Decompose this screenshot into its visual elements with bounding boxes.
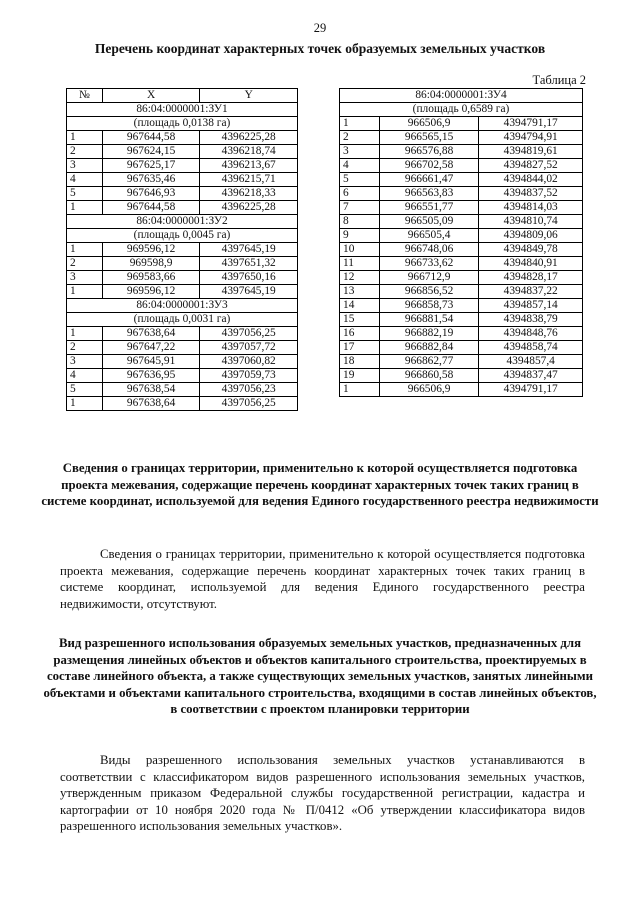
point-number: 5 [67,187,103,201]
parcel-code-row [340,89,583,103]
parcel-code: 86:04:0000001:ЗУ3 [67,299,298,313]
table-row [340,383,583,397]
coord-y: 4397650,16 [200,271,298,285]
coord-y: 4394857,4 [479,355,583,369]
table-row [340,355,583,369]
table-row [67,355,298,369]
coord-x: 966748,06 [379,243,479,257]
point-number: 3 [67,159,103,173]
parcel-area: (площадь 0,0045 га) [67,229,298,243]
point-number: 19 [340,369,380,383]
coord-y: 4394858,74 [479,341,583,355]
point-number: 4 [67,369,103,383]
coord-y: 4394814,03 [479,201,583,215]
coord-y: 4396225,28 [200,131,298,145]
point-number: 7 [340,201,380,215]
coord-y: 4394819,61 [479,145,583,159]
coord-y: 4397056,23 [200,383,298,397]
coord-y: 4397056,25 [200,327,298,341]
coordinates-table-left [66,88,298,411]
coord-x: 966563,83 [379,187,479,201]
coord-x: 967625,17 [102,159,200,173]
header-num: № [67,89,103,103]
point-number: 10 [340,243,380,257]
point-number: 9 [340,229,380,243]
coord-y: 4396218,33 [200,187,298,201]
parcel-code-row [67,299,298,313]
table-row [340,173,583,187]
coord-y: 4394791,17 [479,383,583,397]
parcel-area-row [340,103,583,117]
coord-y: 4394837,22 [479,285,583,299]
table-row [340,159,583,173]
point-number: 17 [340,341,380,355]
coord-x: 967638,64 [102,327,200,341]
section1-heading: Сведения о границах территории, применительно к которой осуществляется подготовка проекта межевания, содержащие перечень координат характерных точек таких границ в системе координат, используемой для ведения Единого государственного реестра недвижимости [41,461,599,508]
coordinates-table-right [339,88,583,397]
parcel-code: 86:04:0000001:ЗУ4 [340,89,583,103]
table-row [340,257,583,271]
coord-y: 4394849,78 [479,243,583,257]
coord-x: 966576,88 [379,145,479,159]
table-label: Таблица 2 [532,73,586,87]
point-number: 1 [340,383,380,397]
coord-x: 969583,66 [102,271,200,285]
point-number: 1 [67,327,103,341]
coord-x: 966506,9 [379,117,479,131]
section1-paragraph [60,546,585,612]
coord-y: 4394857,14 [479,299,583,313]
table-row [340,369,583,383]
table-row [67,257,298,271]
table-row [340,187,583,201]
table-row [67,271,298,285]
parcel-code: 86:04:0000001:ЗУ2 [67,215,298,229]
parcel-code: 86:04:0000001:ЗУ1 [67,103,298,117]
section2-heading: Вид разрешенного использования образуемых земельных участков, предназначенных для размещения линейных объектов и объектов капитального строительства, проектируемых в составе линейного объекта, а также существующих земельных участков, занятых линейными объектами и объектами капитального строительства, входящими в состав линейных объектов, в соответствии с проектом планировки территории [43,636,597,716]
table-row [340,243,583,257]
parcel-code-row [67,215,298,229]
point-number: 8 [340,215,380,229]
parcel-area: (площадь 0,6589 га) [340,103,583,117]
point-number: 1 [67,201,103,215]
section2-text: Виды разрешенного использования земельных участков устанавливаются в соответствии с классификатором видов разрешенного использования земельных участков, утвержденным приказом Федеральной службы государственной регистрации, кадастра и картографии от 10 ноября 2020 года № П/0412 «Об утверждении классификатора видов разрешенного использования земельных участков». [60,753,585,833]
coord-x: 966505,09 [379,215,479,229]
table-row [340,271,583,285]
table-row [67,369,298,383]
coord-y: 4397060,82 [200,355,298,369]
table-row [67,131,298,145]
coord-y: 4397645,19 [200,243,298,257]
parcel-area: (площадь 0,0031 га) [67,313,298,327]
coord-x: 966661,47 [379,173,479,187]
header-x: X [102,89,200,103]
coord-x: 967624,15 [102,145,200,159]
point-number: 2 [340,131,380,145]
coord-y: 4394837,52 [479,187,583,201]
point-number: 1 [67,397,103,411]
point-number: 16 [340,327,380,341]
coord-y: 4394844,02 [479,173,583,187]
coord-x: 966862,77 [379,355,479,369]
page-number: 29 [313,21,327,35]
point-number: 2 [67,257,103,271]
table-row [67,341,298,355]
coord-x: 967644,58 [102,201,200,215]
coord-x: 966712,9 [379,271,479,285]
table-row [67,145,298,159]
coord-x: 967647,22 [102,341,200,355]
coord-x: 966858,73 [379,299,479,313]
coord-x: 967635,46 [102,173,200,187]
coord-x: 966565,15 [379,131,479,145]
point-number: 2 [67,341,103,355]
coord-x: 967644,58 [102,131,200,145]
coord-y: 4394794,91 [479,131,583,145]
coord-x: 966882,19 [379,327,479,341]
coord-y: 4394791,17 [479,117,583,131]
table-row [340,215,583,229]
coord-x: 966860,58 [379,369,479,383]
point-number: 1 [67,285,103,299]
table-row [67,187,298,201]
table-row [340,313,583,327]
table-row [67,327,298,341]
table-row [340,285,583,299]
point-number: 3 [67,355,103,369]
point-number: 5 [67,383,103,397]
table-row [67,397,298,411]
parcel-area-row [67,229,298,243]
point-number: 5 [340,173,380,187]
table-row [67,285,298,299]
parcel-area-row [67,117,298,131]
coord-x: 966882,84 [379,341,479,355]
coord-y: 4394840,91 [479,257,583,271]
table-row [340,229,583,243]
point-number: 13 [340,285,380,299]
coord-x: 967638,54 [102,383,200,397]
point-number: 1 [67,131,103,145]
point-number: 4 [67,173,103,187]
table-row [340,117,583,131]
coord-y: 4396215,71 [200,173,298,187]
point-number: 3 [340,145,380,159]
coord-y: 4397057,72 [200,341,298,355]
point-number: 1 [67,243,103,257]
coord-x: 967645,91 [102,355,200,369]
coord-y: 4394837,47 [479,369,583,383]
coord-y: 4394838,79 [479,313,583,327]
coord-x: 969596,12 [102,285,200,299]
coord-y: 4397059,73 [200,369,298,383]
parcel-code-row [67,103,298,117]
coord-y: 4397651,32 [200,257,298,271]
point-number: 11 [340,257,380,271]
table-row [67,201,298,215]
coord-x: 967646,93 [102,187,200,201]
coord-x: 966881,54 [379,313,479,327]
table-row [340,201,583,215]
coord-y: 4397056,25 [200,397,298,411]
table-row [340,131,583,145]
coord-x: 966702,58 [379,159,479,173]
header-y: Y [200,89,298,103]
coord-x: 966856,52 [379,285,479,299]
coord-y: 4394809,06 [479,229,583,243]
point-number: 15 [340,313,380,327]
table-row [67,159,298,173]
table-row [67,383,298,397]
coord-x: 966733,62 [379,257,479,271]
point-number: 6 [340,187,380,201]
point-number: 4 [340,159,380,173]
parcel-area-row [67,313,298,327]
coord-x: 967636,95 [102,369,200,383]
point-number: 2 [67,145,103,159]
coord-x: 966505,4 [379,229,479,243]
table-row [340,327,583,341]
coord-y: 4397645,19 [200,285,298,299]
coord-x: 969596,12 [102,243,200,257]
parcel-area: (площадь 0,0138 га) [67,117,298,131]
coord-x: 966551,77 [379,201,479,215]
coord-y: 4396218,74 [200,145,298,159]
coord-x: 966506,9 [379,383,479,397]
page-title: Перечень координат характерных точек образуемых земельных участков [94,41,546,56]
table-row [340,299,583,313]
coord-y: 4394828,17 [479,271,583,285]
table-row [67,243,298,257]
point-number: 3 [67,271,103,285]
table-row [67,173,298,187]
table-header-row [67,89,298,103]
point-number: 12 [340,271,380,285]
point-number: 14 [340,299,380,313]
coord-y: 4396213,67 [200,159,298,173]
section2-paragraph [60,752,585,835]
point-number: 18 [340,355,380,369]
table-row [340,145,583,159]
section1-text: Сведения о границах территории, применительно к которой осуществляется подготовка проекта межевания, содержащие перечень координат характерных точек таких границ в системе координат, используемой для ведения Единого государственного реестра недвижимости, отсутствуют. [60,547,585,611]
point-number: 1 [340,117,380,131]
coord-y: 4394810,74 [479,215,583,229]
coord-x: 969598,9 [102,257,200,271]
coord-y: 4396225,28 [200,201,298,215]
coord-y: 4394827,52 [479,159,583,173]
coord-x: 967638,64 [102,397,200,411]
coord-y: 4394848,76 [479,327,583,341]
table-row [340,341,583,355]
